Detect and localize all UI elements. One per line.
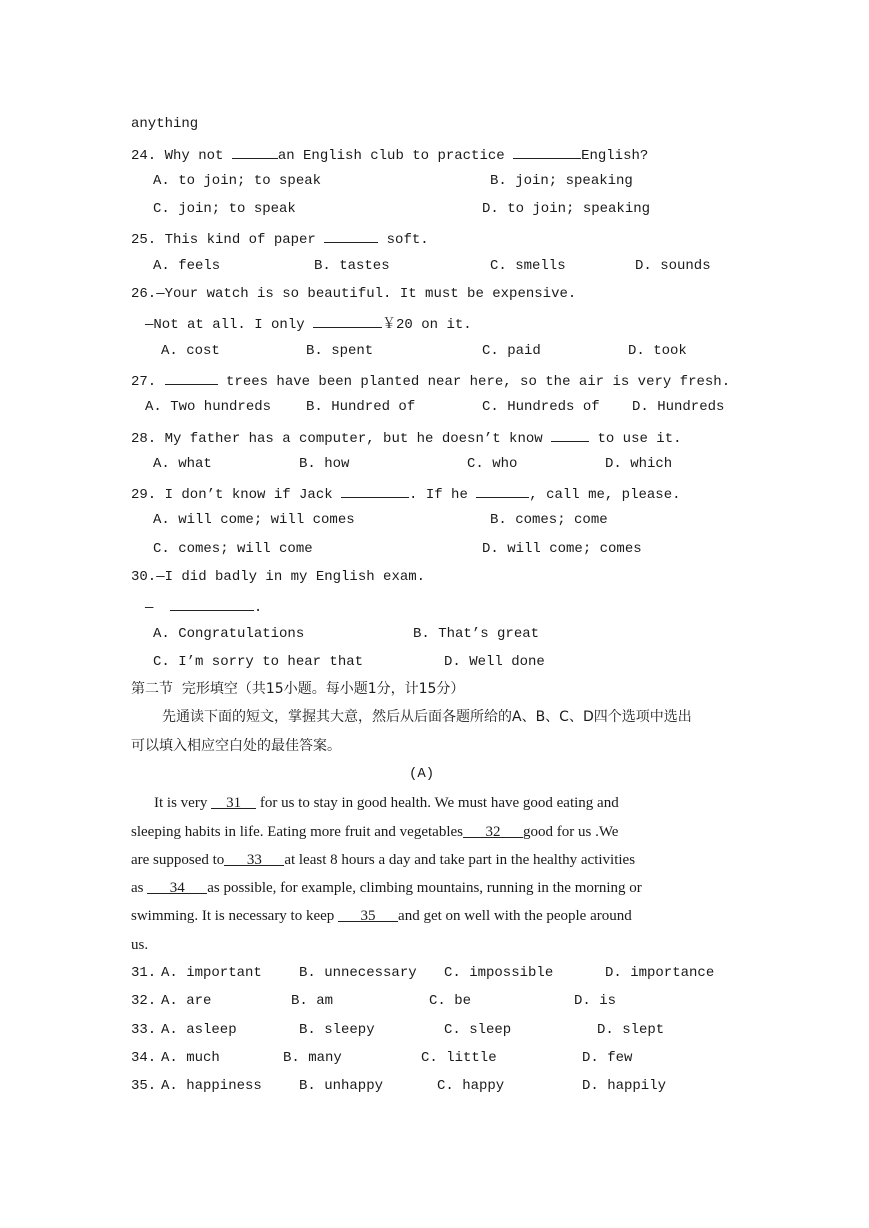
option-d[interactable]: D. took: [628, 343, 687, 359]
cloze-number: 35.: [131, 1078, 157, 1094]
option-d[interactable]: D. will come; comes: [482, 541, 642, 557]
option-a[interactable]: A. important: [161, 965, 262, 981]
answer-blank[interactable]: [513, 144, 581, 159]
option-c[interactable]: C. smells: [490, 258, 566, 274]
cloze-number: 31.: [131, 965, 157, 981]
question-25-stem: 25. This kind of paper soft.: [131, 228, 429, 249]
cloze-blank-35[interactable]: 35: [338, 907, 398, 922]
option-c[interactable]: C. comes; will come: [153, 541, 313, 557]
option-c[interactable]: C. I’m sorry to hear that: [153, 654, 364, 670]
option-b[interactable]: B. tastes: [314, 258, 390, 274]
option-b[interactable]: B. unhappy: [299, 1078, 384, 1094]
option-c[interactable]: C. be: [429, 993, 472, 1009]
option-d[interactable]: D. is: [574, 993, 617, 1009]
question-26-stem: 26.—Your watch is so beautiful. It must be expensive.: [131, 286, 577, 302]
option-c[interactable]: C. who: [467, 456, 518, 472]
passage-line: It is very 31 for us to stay in good health. We must have good eating and: [154, 795, 619, 811]
option-c[interactable]: C. impossible: [444, 965, 554, 981]
option-a[interactable]: A. happiness: [161, 1078, 262, 1094]
question-29-stem: 29. I don’t know if Jack . If he , call me, please.: [131, 483, 681, 504]
option-b[interactable]: B. spent: [306, 343, 374, 359]
option-b[interactable]: B. unnecessary: [299, 965, 417, 981]
question-30-reply: — .: [145, 596, 262, 617]
option-d[interactable]: D. few: [582, 1050, 633, 1066]
option-d[interactable]: D. to join; speaking: [482, 201, 651, 217]
option-a[interactable]: A. much: [161, 1050, 220, 1066]
passage-line: swimming. It is necessary to keep 35 and get on well with the people around: [131, 908, 632, 924]
passage-line: sleeping habits in life. Eating more fruit and vegetables 32 good for us .We: [131, 824, 619, 840]
passage-line: as 34 as possible, for example, climbing mountains, running in the morning or: [131, 880, 642, 896]
answer-blank[interactable]: [170, 596, 254, 611]
section-instructions-cont: 可以填入相应空白处的最佳答案。: [131, 738, 341, 754]
cloze-blank-34[interactable]: 34: [147, 879, 207, 894]
option-c[interactable]: C. little: [421, 1050, 497, 1066]
section-title: 第二节 完形填空（共15小题。每小题1分，计15分）: [131, 681, 465, 697]
option-d[interactable]: D. sounds: [635, 258, 711, 274]
option-a[interactable]: A. are: [161, 993, 212, 1009]
option-c[interactable]: C. paid: [482, 343, 541, 359]
answer-blank[interactable]: [165, 370, 218, 385]
option-a[interactable]: A. Congratulations: [153, 626, 305, 642]
option-c[interactable]: C. Hundreds of: [482, 399, 600, 415]
question-27-stem: 27. trees have been planted near here, so the air is very fresh.: [131, 370, 730, 391]
option-b[interactable]: B. am: [291, 993, 334, 1009]
option-d[interactable]: D. happily: [582, 1078, 667, 1094]
cloze-blank-33[interactable]: 33: [224, 851, 284, 866]
answer-blank[interactable]: [341, 483, 409, 498]
option-a[interactable]: A. feels: [153, 258, 221, 274]
option-b[interactable]: B. how: [299, 456, 350, 472]
passage-line: us.: [131, 937, 149, 953]
section-instructions: 先通读下面的短文，掌握其大意，然后从后面各题所给的A、B、C、D四个选项中选出: [162, 709, 692, 725]
cloze-number: 34.: [131, 1050, 157, 1066]
option-d[interactable]: D. Well done: [444, 654, 545, 670]
passage-line: are supposed to 33 at least 8 hours a day and take part in the healthy activities: [131, 852, 636, 868]
answer-blank[interactable]: [476, 483, 529, 498]
option-a[interactable]: A. Two hundreds: [145, 399, 272, 415]
answer-blank[interactable]: [551, 427, 589, 442]
answer-blank[interactable]: [313, 313, 382, 328]
cloze-blank-31[interactable]: 31: [211, 794, 256, 809]
option-a[interactable]: A. will come; will comes: [153, 512, 355, 528]
option-a[interactable]: A. cost: [161, 343, 220, 359]
question-28-stem: 28. My father has a computer, but he doesn’t know to use it.: [131, 427, 682, 448]
option-b[interactable]: B. sleepy: [299, 1022, 375, 1038]
question-24-stem: 24. Why not an English club to practice English?: [131, 144, 648, 165]
option-c[interactable]: C. happy: [437, 1078, 505, 1094]
answer-blank[interactable]: [324, 228, 378, 243]
option-b[interactable]: B. many: [283, 1050, 342, 1066]
cloze-number: 32.: [131, 993, 157, 1009]
option-c[interactable]: C. sleep: [444, 1022, 512, 1038]
option-a[interactable]: A. to join; to speak: [153, 173, 322, 189]
passage-label: (A): [409, 766, 435, 782]
continuation-text: anything: [131, 116, 199, 132]
option-a[interactable]: A. what: [153, 456, 212, 472]
option-a[interactable]: A. asleep: [161, 1022, 237, 1038]
option-b[interactable]: B. join; speaking: [490, 173, 633, 189]
answer-blank[interactable]: [232, 144, 278, 159]
cloze-number: 33.: [131, 1022, 157, 1038]
option-c[interactable]: C. join; to speak: [153, 201, 296, 217]
option-d[interactable]: D. which: [605, 456, 673, 472]
option-d[interactable]: D. Hundreds: [632, 399, 725, 415]
option-b[interactable]: B. That’s great: [413, 626, 540, 642]
cloze-blank-32[interactable]: 32: [463, 823, 523, 838]
option-d[interactable]: D. slept: [597, 1022, 665, 1038]
question-30-stem: 30.—I did badly in my English exam.: [131, 569, 426, 585]
option-d[interactable]: D. importance: [605, 965, 715, 981]
option-b[interactable]: B. comes; come: [490, 512, 608, 528]
question-26-reply: —Not at all. I only ￥20 on it.: [145, 313, 472, 334]
option-b[interactable]: B. Hundred of: [306, 399, 416, 415]
